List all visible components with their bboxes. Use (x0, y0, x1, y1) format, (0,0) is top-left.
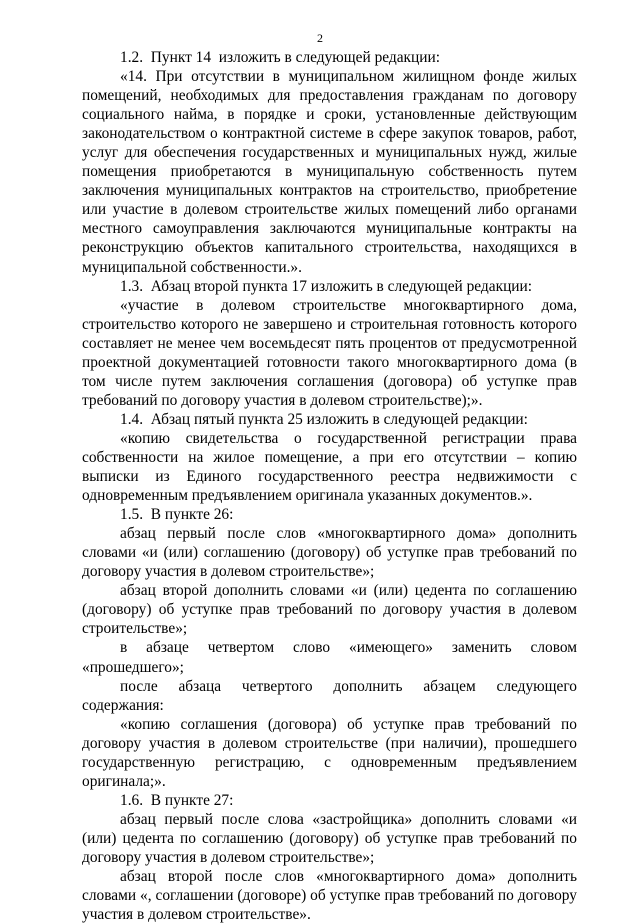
item-27-paragraph-2: абзац второй после слов «многоквартирного дома» дополнить словами «, соглашении (договоре) об уступке прав требований по договору участия в долевом строительстве». (82, 868, 577, 924)
item-1-4-heading: 1.4. Абзац пятый пункта 25 изложить в следующей редакции: (120, 410, 528, 428)
item-1-3-heading: 1.3. Абзац второй пункта 17 изложить в следующей редакции: (120, 277, 533, 295)
item-1-2-heading: 1.2. Пункт 14 изложить в следующей редакции: (120, 49, 441, 66)
item-25-text: «копию свидетельства о государственной регистрации права собственности на жилое помещение, а при его отсутствии – копию выписки из Единого государственного реестра недвижимости с одновременным предъявлением оригинала указанных документов.». (82, 429, 577, 505)
item-26-paragraph-4: в абзаце четвертом слово «имеющего» заменить словом «прошедшего»; (82, 639, 577, 676)
item-1-6-heading: 1.6. В пункте 27: (120, 791, 234, 809)
item-26-paragraph-1: абзац первый после слов «многоквартирного дома» дополнить словами «и (или) соглашению (договору) об уступке прав требований по договору участия в долевом строительстве»; (82, 525, 577, 581)
item-27-paragraph-1: абзац первый после слова «застройщика» дополнить словами «и (или) цедента по соглашению (договору) об уступке прав требований по договору участия в долевом строительстве»; (82, 810, 577, 866)
item-26-add-paragraph: после абзаца четвертого дополнить абзацем следующего содержания: (82, 677, 577, 714)
item-1-5-heading: 1.5. В пункте 26: (120, 506, 234, 524)
page-number: 2 (317, 31, 323, 45)
item-26-paragraph-2: абзац второй дополнить словами «и (или) цедента по соглашению (договору) об уступке прав требований по договору участия в долевом строительстве»; (82, 582, 577, 638)
document-body (82, 48, 577, 924)
item-17-text: «участие в долевом строительстве многоквартирного дома, строительство которого не завершено и строительная готовность которого составляет не менее чем восемьдесят пять процентов от предусмотренной проектной документацией готовности такого многоквартирного дома (в том числе путем заключения соглашения (договора) об уступке прав требований по договору участия в долевом строительстве);». (82, 296, 577, 409)
item-26-new-paragraph: «копию соглашения (договора) об уступке прав требований по договору участия в долевом строительстве (при наличии), прошедшего государственную регистрацию, с одновременным предъявлением оригинала;». (82, 715, 577, 790)
item-14-text: «14. При отсутствии в муниципальном жилищном фонде жилых помещений, необходимых для предоставления гражданам по договору социального найма, в порядке и сроки, установленные действующим законодательством о контрактной системе в сфере закупок товаров, работ, услуг для обеспечения государственных и муниципальных нужд, жилые помещения приобретаются в муниципальную собственность путем заключения муниципальных контрактов на строительство, приобретение или участие в долевом строительстве жилых помещений либо органами местного самоуправления заключаются муниципальные контракты на реконструкцию объектов капитального строительства, находящихся в муниципальной собственности.». (82, 68, 577, 276)
